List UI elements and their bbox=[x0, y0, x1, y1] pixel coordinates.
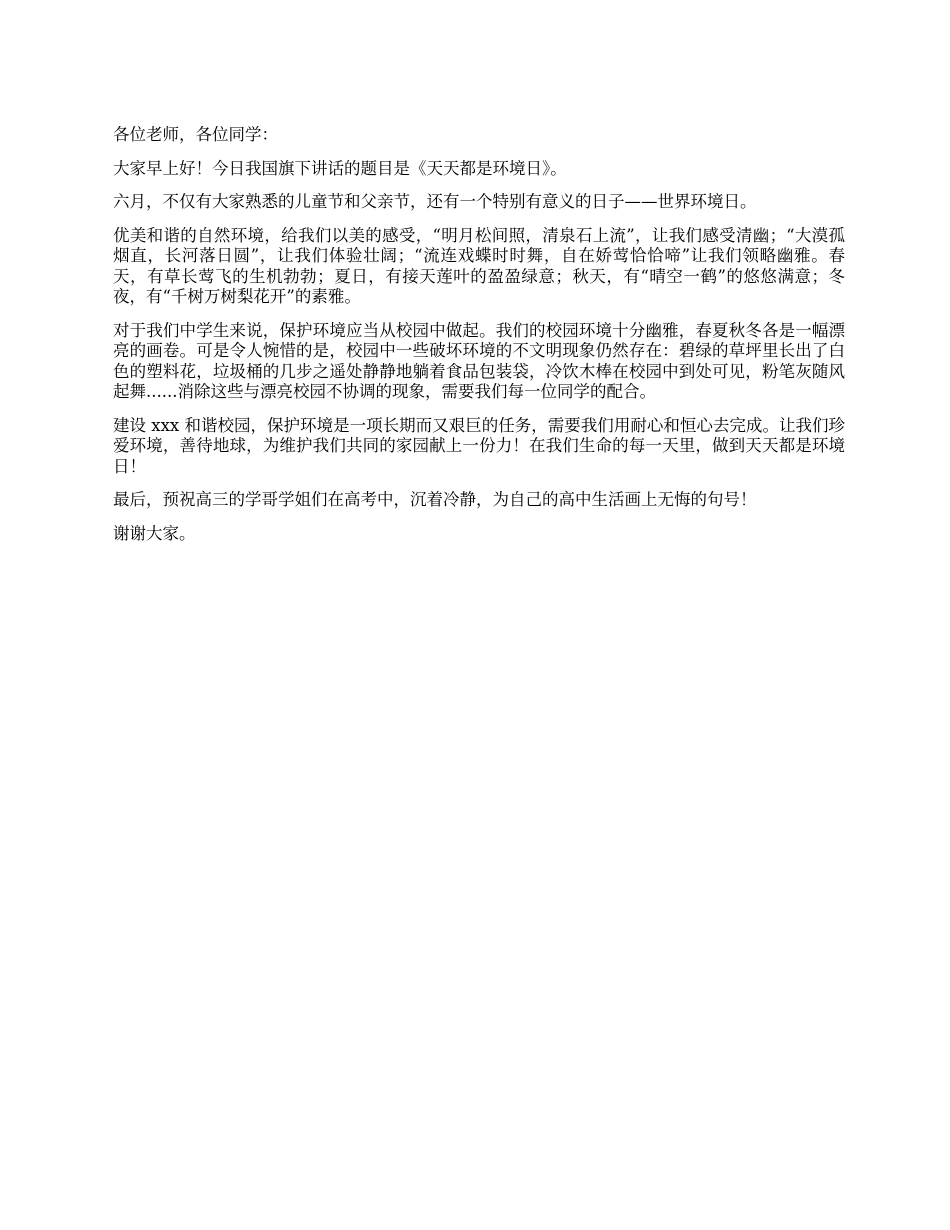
closing-paragraph: 谢谢大家。 bbox=[113, 523, 196, 543]
nature-beauty-paragraph: 优美和谐的自然环境，给我们以美的感受，“明月松间照，清泉石上流”，让我们感受清幽；“大漠孤烟直，长河落日圆”，让我们体验壮阔；“流连戏蝶时时舞，自在娇莺恰恰啼”让我们领略幽雅。春天，有草长莺飞的生机勃勃；夏日，有接天莲叶的盈盈绿意；秋天，有“晴空一鹤”的悠悠满意；冬夜，有“千树万树梨花开”的素雅。 bbox=[113, 225, 845, 306]
call-to-action-paragraph: 建设 xxx 和谐校园，保护环境是一项长期而又艰巨的任务，需要我们用耐心和恒心去完成。让我们珍爱环境，善待地球，为维护我们共同的家园献上一份力！在我们生命的每一天里，做到天天都是环境日！ bbox=[113, 415, 845, 476]
opening-paragraph: 大家早上好！今日我国旗下讲话的题目是《天天都是环境日》。 bbox=[113, 158, 567, 178]
environment-day-paragraph: 六月，不仅有大家熟悉的儿童节和父亲节，还有一个特别有意义的日子——世界环境日。 bbox=[113, 192, 757, 211]
document-body bbox=[113, 125, 845, 557]
greeting-paragraph: 各位老师，各位同学： bbox=[113, 125, 278, 144]
campus-environment-paragraph: 对于我们中学生来说，保护环境应当从校园中做起。我们的校园环境十分幽雅，春夏秋冬各是一幅漂亮的画卷。可是令人惋惜的是，校园中一些破坏环境的不文明现象仍然存在：碧绿的草坪里长出了白色的塑料花，垃圾桶的几步之遥处静静地躺着食品包装袋，冷饮木棒在校园中到处可见，粉笔灰随风起舞......消除这些与漂亮校园不协调的现象，需要我们每一位同学的配合。 bbox=[113, 320, 845, 401]
wishes-paragraph: 最后，预祝高三的学哥学姐们在高考中，沉着冷静，为自己的高中生活画上无悔的句号！ bbox=[113, 490, 757, 509]
